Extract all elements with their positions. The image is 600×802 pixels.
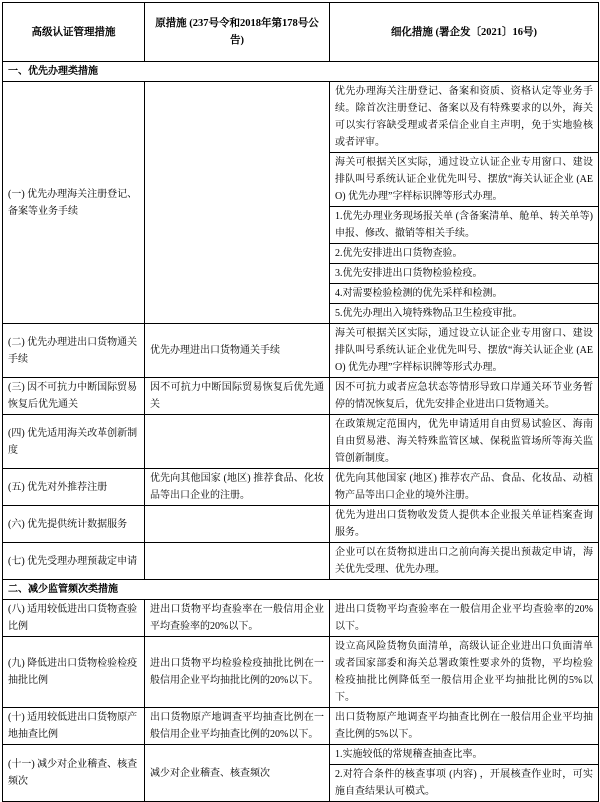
measure-name-cell: (十) 适用较低进出口货物原产地抽查比例	[3, 708, 145, 745]
column-header-measure: 高级认证管理措施	[3, 3, 145, 62]
section-title: 一、优先办理类措施	[3, 62, 599, 82]
refined-measure-cell: 进出口货物平均查验率在一般信用企业平均查验率的20%以下。	[330, 600, 599, 637]
measures-comparison-table	[2, 2, 599, 802]
measure-name-cell: (六) 优先提供统计数据服务	[3, 506, 145, 543]
original-measure-cell	[145, 543, 330, 580]
refined-measure-cell: 因不可抗力或者应急状态等情形导致口岸通关环节业务暂停的情况恢复后，优先安排企业进出口货物通关。	[330, 378, 599, 415]
refined-measure-cell: 3.优先安排进出口货物检验检疫。	[330, 264, 599, 284]
table-body	[3, 62, 599, 802]
measure-name-cell: (九) 降低进出口货物检验检疫抽批比例	[3, 637, 145, 708]
measure-name-cell: (三) 因不可抗力中断国际贸易恢复后优先通关	[3, 378, 145, 415]
original-measure-cell: 减少对企业稽查、核查频次	[145, 745, 330, 802]
measure-row	[3, 543, 599, 580]
refined-measure-cell: 4.对需要检验检测的优先采样和检测。	[330, 284, 599, 304]
measure-row	[3, 708, 599, 745]
measure-row	[3, 600, 599, 637]
refined-measure-cell: 设立高风险货物负面清单，高级认证企业进出口负面清单或者国家部委和海关总署政策性要求外的货物，平均检验检疫抽批比例降低至一般信用企业平均抽批比例的5%以下。	[330, 637, 599, 708]
original-measure-cell	[145, 82, 330, 324]
refined-measure-cell: 1.优先办理业务现场报关单 (含备案清单、舱单、转关单等) 申报、修改、撤销等相关手续。	[330, 207, 599, 244]
refined-measure-cell: 1.实施较低的常规稽查抽查比率。	[330, 745, 599, 765]
measure-name-cell: (四) 优先适用海关改革创新制度	[3, 415, 145, 469]
section-header-row	[3, 580, 599, 600]
measure-row	[3, 637, 599, 708]
table-header-row	[3, 3, 599, 62]
measure-name-cell: (五) 优先对外推荐注册	[3, 469, 145, 506]
refined-measure-cell: 5.优先办理出入境特殊物品卫生检疫审批。	[330, 304, 599, 324]
measure-row	[3, 745, 599, 765]
measure-name-cell: (一) 优先办理海关注册登记、备案等业务手续	[3, 82, 145, 324]
measure-row	[3, 506, 599, 543]
original-measure-cell: 优先办理进出口货物通关手续	[145, 324, 330, 378]
original-measure-cell: 进出口货物平均查验率在一般信用企业平均查验率的20%以下。	[145, 600, 330, 637]
original-measure-cell: 优先向其他国家 (地区) 推荐食品、化妆品等出口企业的注册。	[145, 469, 330, 506]
refined-measure-cell: 优先为进出口货物收发货人提供本企业报关单证档案查询服务。	[330, 506, 599, 543]
refined-measure-cell: 优先办理海关注册登记、备案和资质、资格认定等业务手续。除首次注册登记、备案以及有特殊要求的以外，海关可以实行容缺受理或者采信企业自主声明，免于实地验核或者评审。	[330, 82, 599, 153]
measure-row	[3, 415, 599, 469]
original-measure-cell: 出口货物原产地调查平均抽查比例在一般信用企业平均抽查比例的20%以下。	[145, 708, 330, 745]
original-measure-cell	[145, 506, 330, 543]
refined-measure-cell: 海关可根据关区实际，通过设立认证企业专用窗口、建设排队叫号系统认证企业优先叫号、摆放“海关认证企业 (AEO) 优先办理”字样标识牌等形式办理。	[330, 324, 599, 378]
measure-name-cell: (八) 适用较低进出口货物查验比例	[3, 600, 145, 637]
measure-row	[3, 378, 599, 415]
measure-row	[3, 469, 599, 506]
measure-name-cell: (七) 优先受理办理预裁定申请	[3, 543, 145, 580]
measure-name-cell: (二) 优先办理进出口货物通关手续	[3, 324, 145, 378]
measure-name-cell: (十一) 减少对企业稽查、核查频次	[3, 745, 145, 802]
column-header-refined: 细化措施 (署企发〔2021〕16号)	[330, 3, 599, 62]
column-header-original: 原措施 (237号令和2018年第178号公告)	[145, 3, 330, 62]
original-measure-cell: 进出口货物平均检验检疫抽批比例在一般信用企业平均抽批比例的20%以下。	[145, 637, 330, 708]
measure-row	[3, 324, 599, 378]
refined-measure-cell: 优先向其他国家 (地区) 推荐农产品、食品、化妆品、动植物产品等出口企业的境外注册。	[330, 469, 599, 506]
refined-measure-cell: 2.对符合条件的核查事项 (内容) ，开展核查作业时，可实施自查结果认可模式。	[330, 765, 599, 802]
measure-row	[3, 82, 599, 153]
section-title: 二、减少监管频次类措施	[3, 580, 599, 600]
refined-measure-cell: 2.优先安排进出口货物查验。	[330, 244, 599, 264]
refined-measure-cell: 企业可以在货物拟进出口之前向海关提出预裁定申请，海关优先受理、优先办理。	[330, 543, 599, 580]
refined-measure-cell: 出口货物原产地调查平均抽查比例在一般信用企业平均抽查比例的5%以下。	[330, 708, 599, 745]
refined-measure-cell: 海关可根据关区实际，通过设立认证企业专用窗口、建设排队叫号系统认证企业优先叫号、摆放“海关认证企业 (AEO) 优先办理”字样标识牌等形式办理。	[330, 153, 599, 207]
original-measure-cell: 因不可抗力中断国际贸易恢复后优先通关	[145, 378, 330, 415]
section-header-row	[3, 62, 599, 82]
original-measure-cell	[145, 415, 330, 469]
refined-measure-cell: 在政策规定范围内，优先申请适用自由贸易试验区、海南自由贸易港、海关特殊监管区域、保税监管场所等海关监管创新制度。	[330, 415, 599, 469]
